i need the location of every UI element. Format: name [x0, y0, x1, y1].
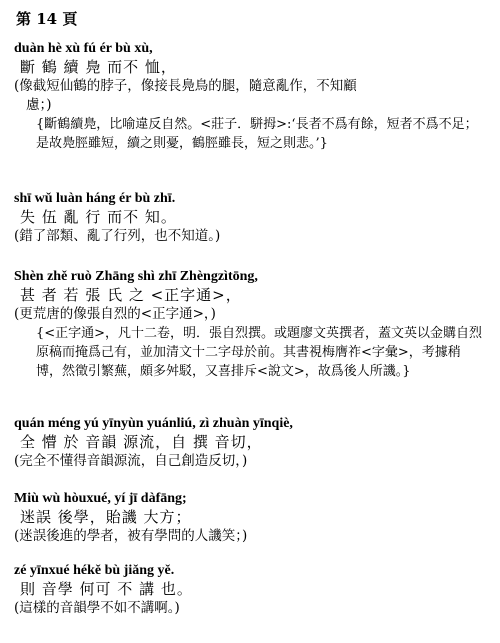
pinyin-line: Miù wù hòuxué, yí jī dàfāng; [14, 491, 187, 506]
page-number: 第 14 頁 [16, 10, 78, 28]
translation-line: (完全不懂得音韻源流，自己創造反切，) [14, 453, 248, 469]
pinyin-line: zé yīnxué hékě bù jiǎng yě. [14, 563, 175, 578]
chinese-line: 斷 鶴 續 鳧 而不 恤， [20, 58, 177, 76]
chinese-line: 甚 者 若 張 氏 之 <正字通>， [20, 286, 242, 304]
translation-line: (錯了部類、亂了行列，也不知道。) [14, 228, 221, 244]
entry-2 [14, 190, 492, 246]
chinese-line: 全 懵 於 音韻 源流，自 撰 音切， [20, 433, 263, 451]
entry-4 [14, 415, 492, 471]
pinyin-line: duàn hè xù fú ér bù xù, [14, 41, 153, 56]
chinese-line: 迷誤 後學，貽譏 大方； [20, 508, 192, 526]
entry-6 [14, 562, 492, 618]
translation-line: (像截短仙鶴的脖子，像接長鳧鳥的腿，隨意亂作，不知顧 [14, 78, 357, 94]
entry-1 [14, 40, 492, 153]
translation-line: (迷誤後進的學者，被有學問的人譏笑；) [14, 528, 248, 544]
entry-3 [14, 268, 492, 381]
pinyin-line: Shèn zhě ruò Zhāng shì zhī Zhèngzìtōng, [14, 269, 258, 284]
chinese-line: 失 伍 亂 行 而不 知。 [20, 208, 177, 226]
translation-line-continued: 慮；) [26, 97, 52, 113]
chinese-line: 則 音學 何可 不 講 也。 [20, 580, 193, 598]
entry-5 [14, 490, 492, 546]
pinyin-line: quán méng yú yīnyùn yuánliú, zì zhuàn yīnqiè, [14, 416, 293, 431]
annotation-note: {斷鶴續鳧，比喻違反自然。<莊子．駢拇>:‘長者不爲有餘，短者不爲不足；是故鳧脛雖短，續之則憂，鶴脛雖長，短之則悲。’} [36, 117, 478, 151]
translation-line: (這樣的音韻學不如不講啊。) [14, 600, 180, 616]
annotation-note: {<正字通>，凡十二卷，明．張自烈撰。或題廖文英撰者，蓋文英以金購自烈原稿而掩爲己有，並加清文十二字母於前。其書視梅膺祚<字彙>，考據稍博，然徵引繁蕪，頗多舛駁，又喜排斥<說文>，故爲後人所譏。} [36, 326, 483, 379]
pinyin-line: shī wǔ luàn háng ér bù zhī. [14, 191, 176, 206]
translation-line: (更荒唐的像張自烈的<正字通>，) [14, 306, 216, 322]
